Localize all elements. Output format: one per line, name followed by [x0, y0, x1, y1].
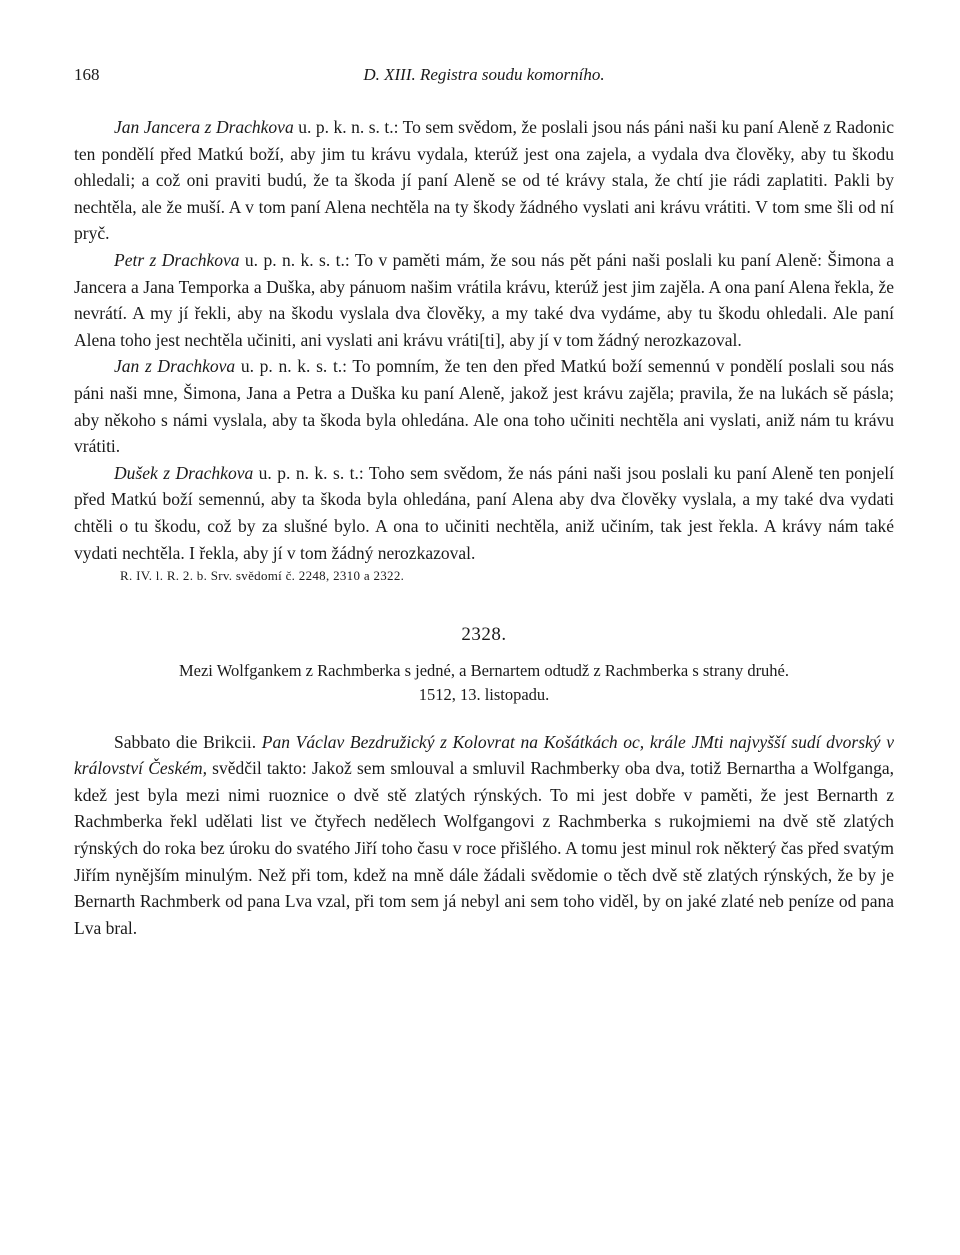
testimony-paragraph — [74, 114, 894, 247]
running-head — [74, 62, 894, 92]
testimony-paragraph — [74, 353, 894, 459]
archival-reference: R. IV. l. R. 2. b. Srv. svědomí č. 2248, 2310 a 2322. — [120, 568, 405, 584]
testimony-text: u. p. n. k. s. t.: To pomním, že ten den před Matkú boží semennú v pondělí poslali sou nás páni naši mne, Šimona, Jana a Petra a Duška ku paní Aleně, jakož jest krávu zajěla; pravila, že na lukách sě pásla; aby někoho s námi vyslala, aby ta škoda byla ohledána. Ale ona toho učiniti nechtěla ani vyslati, aniž nám tu krávu vrátiti. — [74, 356, 894, 457]
document-text: svědčil takto: Jakož sem smlouval a smluvil Rachmberky oba dva, totiž Bernartha a Wolfganga, kdež jest byla mezi nimi ruoznice o dvě stě zlatých rýnských. To mi jest dobře v paměti, že jest Bernarth z Rachmberka řekl udělati list ve čtyřech nedělech Wolfgangovi z Rachmberka s rukojmiemi na dvě stě zlatých rýnských do roka bez úroku do svatého Jiří toho času v roce přišlého. A tomu jest minul rok některý čas před svatým Jiřím nynějším minulým. Než při tom, kdež na mně dále žádali svědomie o těch dvě stě zlatých rýnských, že by je Bernarth Rachmberk od pana Lva vzal, při tom sem já nebyl ani sem toho viděl, by on jaké zlaté neb peníze od pana Lva bral. — [74, 758, 895, 938]
document-page — [74, 62, 894, 941]
document-intro: Sabbato die Brikcii. — [114, 731, 262, 752]
witness-name: Jan Jancera z Drachkova — [114, 117, 294, 137]
document-body — [74, 729, 894, 942]
witness-name: Dušek z Drachkova — [114, 462, 254, 483]
witness-name: Pan Václav Bezdružický z Kolovrat na Košátkách oc, krále JMti najvyšší sudí dvorský v království Českém, — [74, 731, 894, 779]
document-date: 1512, 13. listopadu. — [418, 684, 550, 704]
witness-name: Jan z Drachkova — [114, 356, 236, 377]
testimony-text: u. p. n. k. s. t.: To v paměti mám, že sou nás pět páni naši poslali ku paní Aleně: Šimona a Jancera a Jana Temporka a Duška, aby pánuom našim vrátila krávu, kterúž jest jim zajěla. A ona paní Alena řekla, že nevrátí. A my jí řekli, aby na škodu vyslala dva člověky, a my také dva vydáme, aby tu škodu ohledali. Ale paní Alena toho jest nechtěla učiniti, ani vyslati ani krávu vráti[ti], aby jí v tom žádný nerozkazoval. — [74, 249, 894, 350]
witness-name: Petr z Drachkova — [114, 249, 240, 270]
testimony-paragraph — [74, 247, 894, 353]
document-number: 2328. — [461, 624, 507, 646]
running-title: D. XIII. Registra soudu komorního. — [363, 65, 605, 84]
testimony-text: u. p. n. k. s. t.: Toho sem svědom, že nás páni naši jsou poslali ku paní Aleně ten ponjelí před Matkú boží semennú, aby ta škoda byla ohledána, paní Alena aby dva člověky vyslala, a my také dva vydati chtěli o tu škodu, což by za slušné bylo. A ona to učiniti nechtěla, aniž učiním, tak jest řekla. A krávy nám také vydati nechtěla. I řekla, aby jí v tom žádný nerozkazoval. — [74, 462, 895, 563]
document-heading: Mezi Wolfgankem z Rachmberka s jedné, a Bernartem odtudž z Rachmberka s strany druhé. — [178, 660, 790, 680]
testimony-paragraph — [74, 460, 894, 566]
testimony-text: u. p. k. n. s. t.: To sem svědom, že poslali jsou nás páni naši ku paní Aleně z Radonic ten pondělí před Matkú boží, aby jim tu krávu vydala, kterúž jest ona zajela, a vydala dva člověky, aby tu škodu ohledali; a což oni praviti budú, že ta škoda jí paní Aleně se od té krávy stala, že chtí jie rádi zaplatiti. Pakli by nechtěla, ale že muší. A v tom paní Alena nechtěla na ty škody žádného vyslati ani krávu vrátiti. V tom sme šli od ní pryč. — [74, 117, 894, 244]
page-number: 168 — [74, 65, 100, 84]
